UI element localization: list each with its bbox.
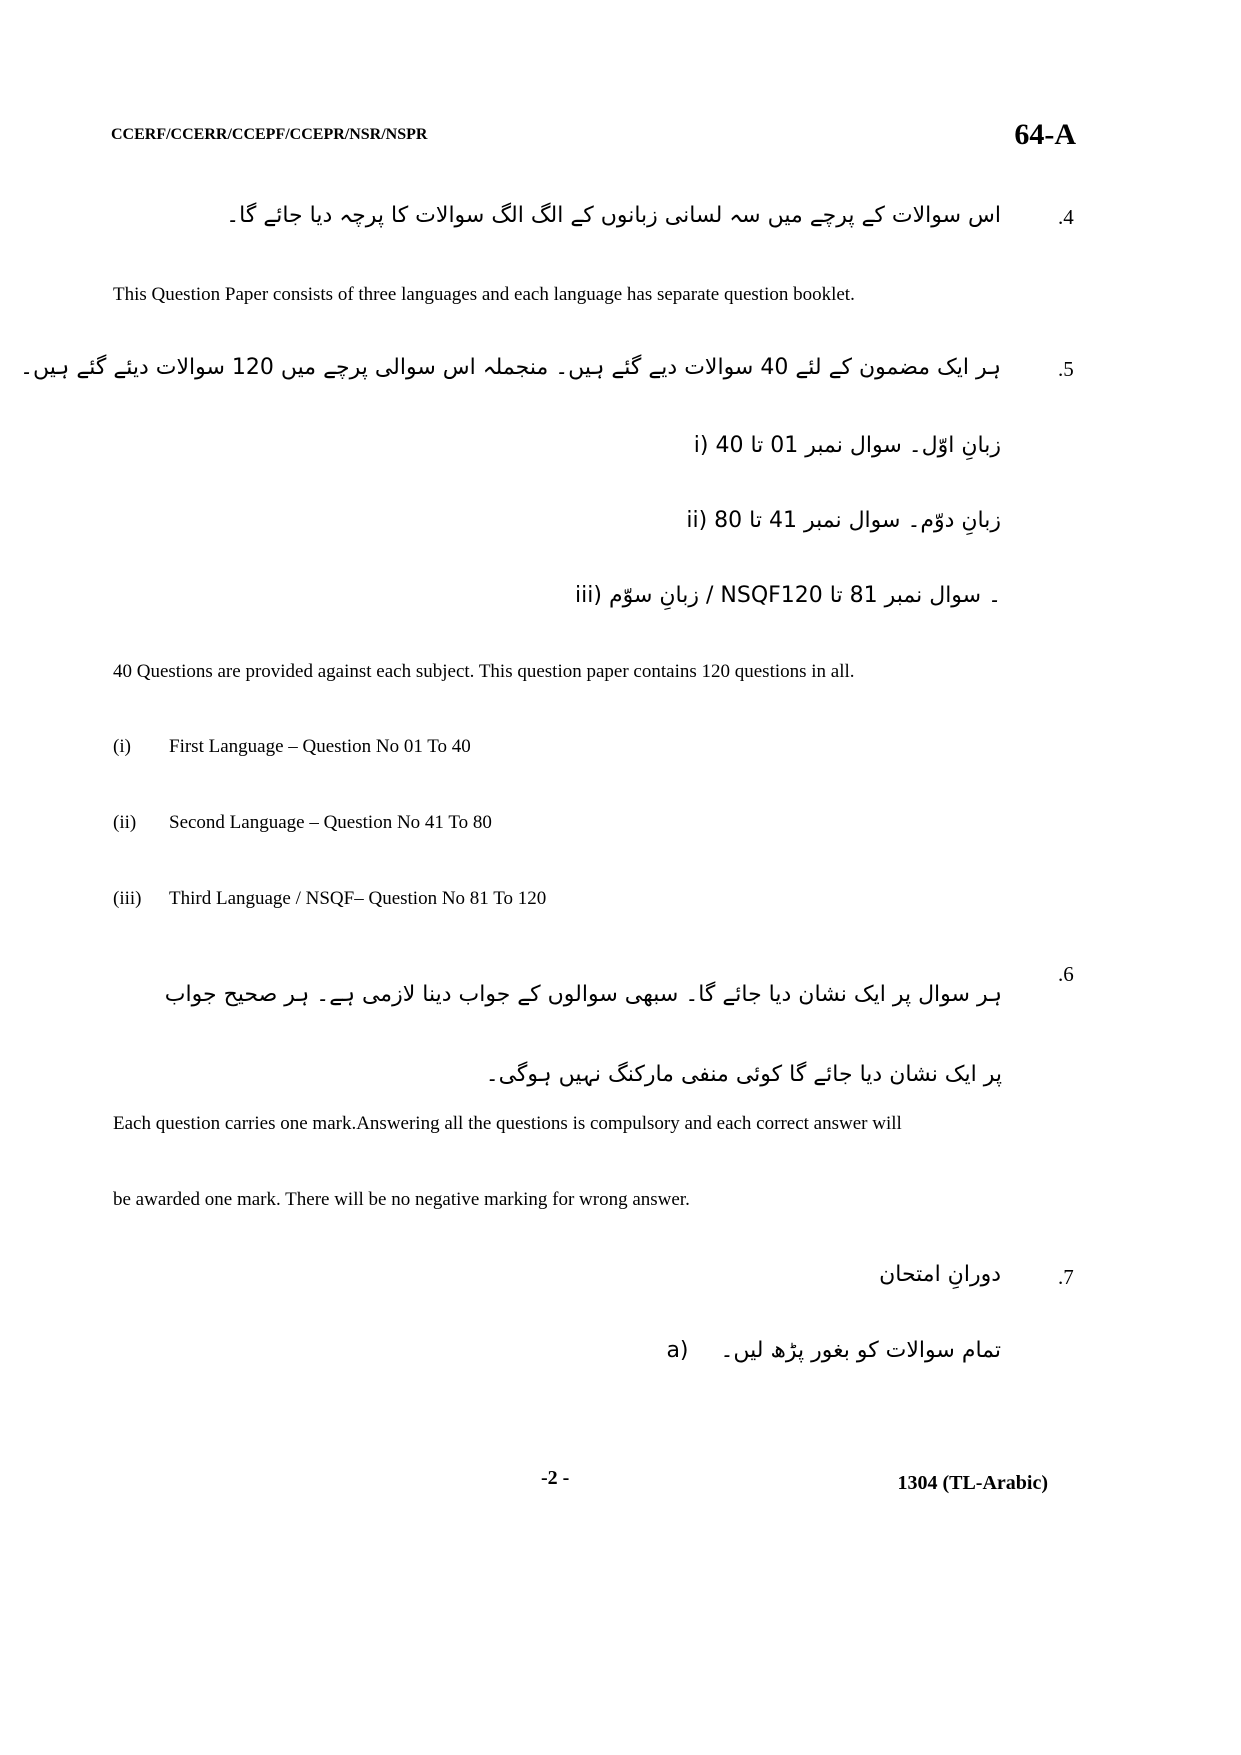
set-label: 64-A bbox=[1014, 118, 1076, 151]
q5-english-item-text: Second Language – Question No 41 To 80 bbox=[169, 812, 492, 833]
paper-code: CCERF/CCERR/CCEPF/CCEPR/NSR/NSPR bbox=[111, 126, 428, 143]
q4-number: .4 bbox=[1058, 205, 1074, 229]
q5-english-item-text: Third Language / NSQF– Question No 81 To 120 bbox=[169, 888, 547, 909]
q5-english-text: 40 Questions are provided against each subject. This question paper contains 120 questions in all. bbox=[113, 661, 855, 682]
q4-english-text: This Question Paper consists of three languages and each language has separate question booklet. bbox=[113, 284, 855, 305]
q5-urdu-item-text: زبانِ دوّم۔ سوال نمبر 41 تا 80 bbox=[714, 508, 1001, 533]
q4-urdu-text: اس سوالات کے پرچے میں سہ لسانی زبانوں کے الگ الگ سوالات کا پرچہ دیا جائے گا۔ bbox=[226, 203, 1001, 228]
q5-english-item-marker: (ii) bbox=[113, 812, 137, 833]
q5-urdu-item-marker: i) bbox=[693, 433, 709, 458]
q5-urdu-text: ہر ایک مضمون کے لئے 40 سوالات دیے گئے ہیں۔ منجملہ اس سوالی پرچے میں 120 سوالات دیئے گئے ہیں۔ bbox=[20, 355, 1001, 380]
q5-urdu-item-text: زبانِ اوّل۔ سوال نمبر 01 تا 40 bbox=[715, 433, 1001, 458]
q6-urdu-text: ہر سوال پر ایک نشان دیا جائے گا۔ سبھی سوالوں کے جواب دینا لازمی ہے۔ ہر صحیح جواب پر ایک نشان دیا جائے گا کوئی منفی مارکنگ نہیں ہوگی۔ bbox=[164, 982, 1002, 1087]
q5-urdu-item bbox=[686, 508, 1001, 533]
q5-number: .5 bbox=[1058, 357, 1074, 381]
q5-english-item-marker: (i) bbox=[113, 736, 131, 757]
q5-urdu-item bbox=[694, 433, 1001, 458]
q7-urdu-text: دورانِ امتحان bbox=[879, 1262, 1001, 1287]
q5-english-item-marker: (iii) bbox=[113, 888, 142, 909]
q5-urdu-item-text: زبانِ سوّم / NSQF۔ سوال نمبر 81 تا 120 bbox=[608, 583, 1001, 608]
q5-urdu-item bbox=[575, 583, 1001, 608]
q6-number: .6 bbox=[1058, 962, 1074, 986]
q7-item bbox=[666, 1338, 1001, 1363]
q7-item-text: تمام سوالات کو بغور پڑھ لیں۔ bbox=[720, 1338, 1001, 1363]
q5-urdu-item-marker: iii) bbox=[575, 583, 602, 608]
q7-number: .7 bbox=[1058, 1265, 1074, 1289]
q5-english-item-text: First Language – Question No 01 To 40 bbox=[169, 736, 471, 757]
page-number: -2 - bbox=[541, 1467, 570, 1489]
q6-english-line-2: be awarded one mark. There will be no negative marking for wrong answer. bbox=[113, 1189, 690, 1210]
q6-english-line-1: Each question carries one mark.Answering all the questions is compulsory and each correct answer will bbox=[113, 1113, 902, 1134]
q5-urdu-item-marker: ii) bbox=[686, 508, 708, 533]
footer-paper-code: 1304 (TL-Arabic) bbox=[897, 1472, 1048, 1494]
q7-item-marker: a) bbox=[666, 1338, 689, 1363]
